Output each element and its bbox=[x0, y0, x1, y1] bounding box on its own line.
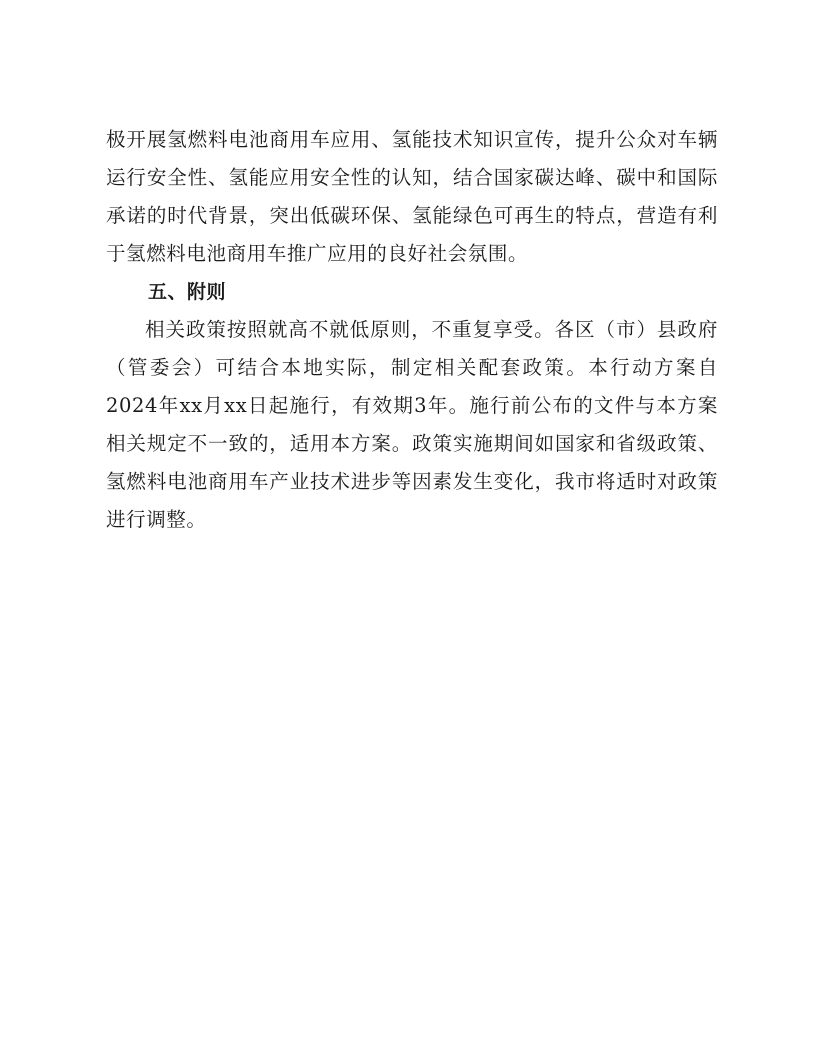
section-body-paragraph: 相关政策按照就高不就低原则，不重复享受。各区（市）县政府（管委会）可结合本地实际，制定相关配套政策。本行动方案自2024年xx月xx日起施行，有效期3年。施行前公布的文件与本方案相关规定不一致的，适用本方案。政策实施期间如国家和省级政策、氢燃料电池商用车产业技术进步等因素发生变化，我市将适时对政策进行调整。 bbox=[106, 318, 718, 531]
continued-paragraph: 极开展氢燃料电池商用车应用、氢能技术知识宣传，提升公众对车辆运行安全性、氢能应用安全性的认知，结合国家碳达峰、碳中和国际承诺的时代背景，突出低碳环保、氢能绿色可再生的特点，营造有利于氢燃料电池商用车推广应用的良好社会氛围。 bbox=[106, 128, 718, 265]
document-content bbox=[106, 121, 718, 539]
section-heading: 五、附则 bbox=[148, 281, 227, 303]
